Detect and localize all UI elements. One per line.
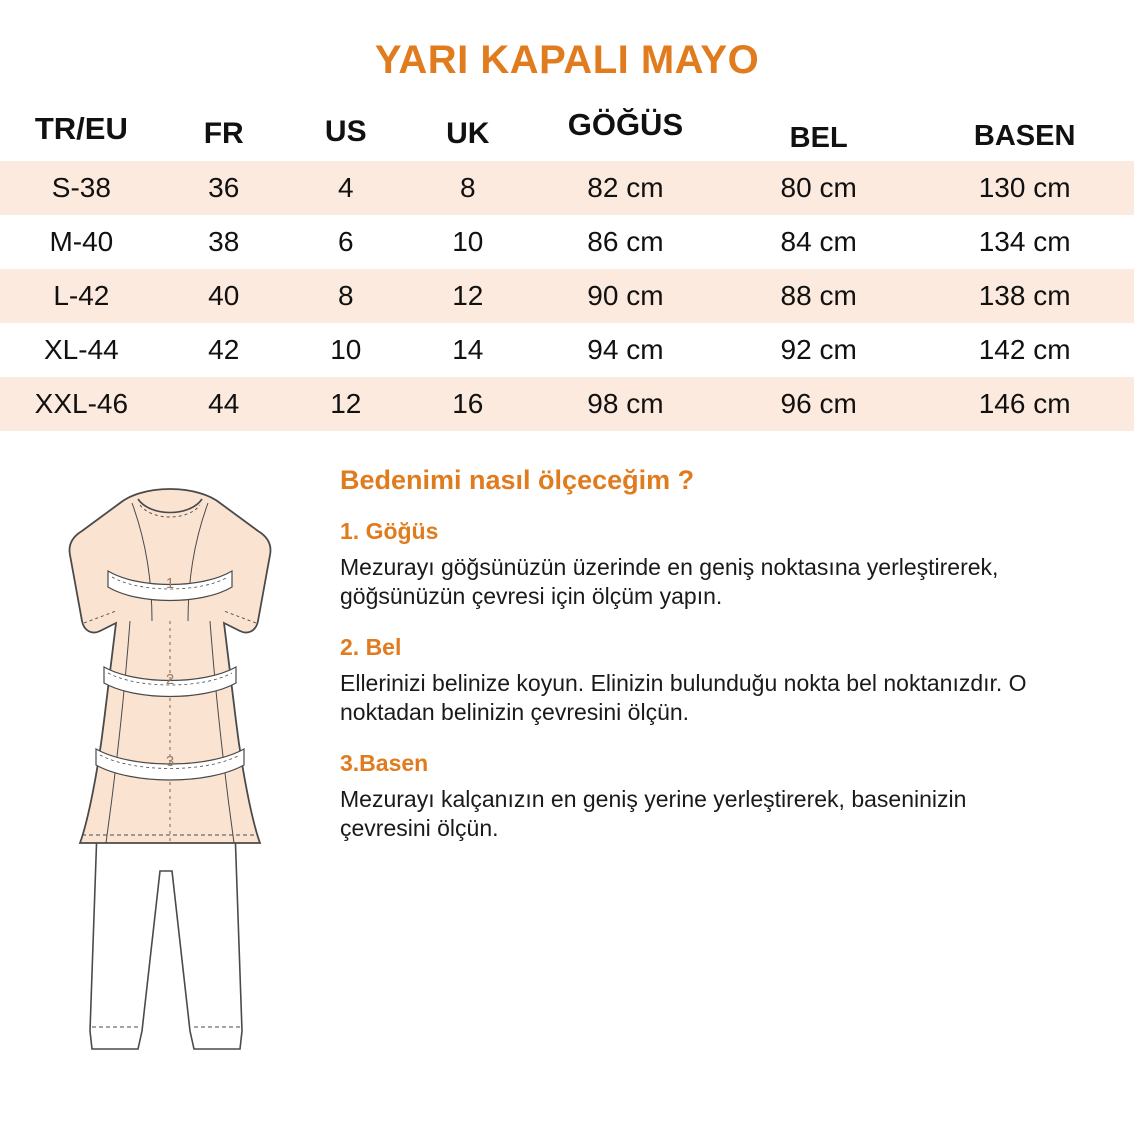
cell-tr-eu: M-40: [0, 215, 163, 269]
garment-illustration: [0, 465, 340, 1071]
howto-title: Bedenimi nasıl ölçeceğim ?: [340, 465, 695, 495]
cell-us: 10: [285, 323, 407, 377]
measurement-instructions: [340, 465, 1134, 1071]
column-header-tr-eu: TR/EU: [0, 93, 163, 161]
cell-fr: 42: [163, 323, 285, 377]
table-header: [0, 93, 1134, 161]
cell-tr-eu: S-38: [0, 161, 163, 215]
column-header-us: US: [285, 93, 407, 161]
cell-basen: 146 cm: [915, 377, 1134, 431]
step-hips-heading: 3.Basen: [340, 749, 429, 776]
cell-uk: 8: [407, 161, 529, 215]
cell-us: 12: [285, 377, 407, 431]
step-hips: [340, 750, 1086, 844]
cell-fr: 40: [163, 269, 285, 323]
cell-gogus: 94 cm: [529, 323, 722, 377]
table-header-row: [0, 93, 1134, 161]
cell-tr-eu: XL-44: [0, 323, 163, 377]
table-row: [0, 215, 1134, 269]
cell-basen: 142 cm: [915, 323, 1134, 377]
table-row: [0, 377, 1134, 431]
cell-bel: 92 cm: [722, 323, 915, 377]
cell-tr-eu: XXL-46: [0, 377, 163, 431]
table-row: [0, 269, 1134, 323]
cell-fr: 36: [163, 161, 285, 215]
cell-basen: 138 cm: [915, 269, 1134, 323]
cell-basen: 130 cm: [915, 161, 1134, 215]
step-hips-body: Mezurayı kalçanızın en geniş yerine yerleştirerek, baseninizin çevresini ölçün.: [340, 785, 967, 842]
cell-uk: 10: [407, 215, 529, 269]
page-title: YARI KAPALI MAYO: [374, 38, 760, 82]
cell-uk: 12: [407, 269, 529, 323]
step-bust-heading: 1. Göğüs: [340, 518, 439, 544]
column-header-bel: BEL: [722, 93, 915, 161]
cell-fr: 38: [163, 215, 285, 269]
cell-fr: 44: [163, 377, 285, 431]
cell-bel: 88 cm: [722, 269, 915, 323]
step-waist: [340, 634, 1086, 728]
step-waist-heading: 2. Bel: [340, 633, 402, 660]
column-header-gogus: GÖĞÜS: [529, 93, 722, 161]
cell-uk: 16: [407, 377, 529, 431]
step-bust: [340, 518, 1086, 612]
cell-gogus: 82 cm: [529, 161, 722, 215]
cell-us: 6: [285, 215, 407, 269]
table-row: [0, 323, 1134, 377]
marker-1-label: 1: [165, 575, 175, 592]
column-header-uk: UK: [407, 93, 529, 161]
cell-us: 4: [285, 161, 407, 215]
cell-gogus: 90 cm: [529, 269, 722, 323]
cell-bel: 96 cm: [722, 377, 915, 431]
size-chart-table: [0, 93, 1134, 431]
cell-basen: 134 cm: [915, 215, 1134, 269]
table-row: [0, 161, 1134, 215]
cell-bel: 84 cm: [722, 215, 915, 269]
cell-uk: 14: [407, 323, 529, 377]
marker-3-label: 3: [165, 753, 175, 770]
table-body: [0, 161, 1134, 431]
cell-bel: 80 cm: [722, 161, 915, 215]
step-bust-body: Mezurayı göğsünüzün üzerinde en geniş noktasına yerleştirerek, göğsünüzün çevresi için ölçüm yapın.: [340, 554, 999, 610]
column-header-basen: BASEN: [915, 93, 1134, 161]
cell-gogus: 86 cm: [529, 215, 722, 269]
measurement-guide-section: [0, 431, 1134, 1071]
column-header-fr: FR: [163, 93, 285, 161]
marker-2-label: 2: [165, 671, 175, 688]
swimsuit-figure-icon: [20, 471, 320, 1071]
cell-us: 8: [285, 269, 407, 323]
cell-tr-eu: L-42: [0, 269, 163, 323]
step-waist-body: Ellerinizi belinize koyun. Elinizin bulunduğu nokta bel noktanızdır. O noktadan belinizin çevresini ölçün.: [340, 669, 1027, 726]
cell-gogus: 98 cm: [529, 377, 722, 431]
